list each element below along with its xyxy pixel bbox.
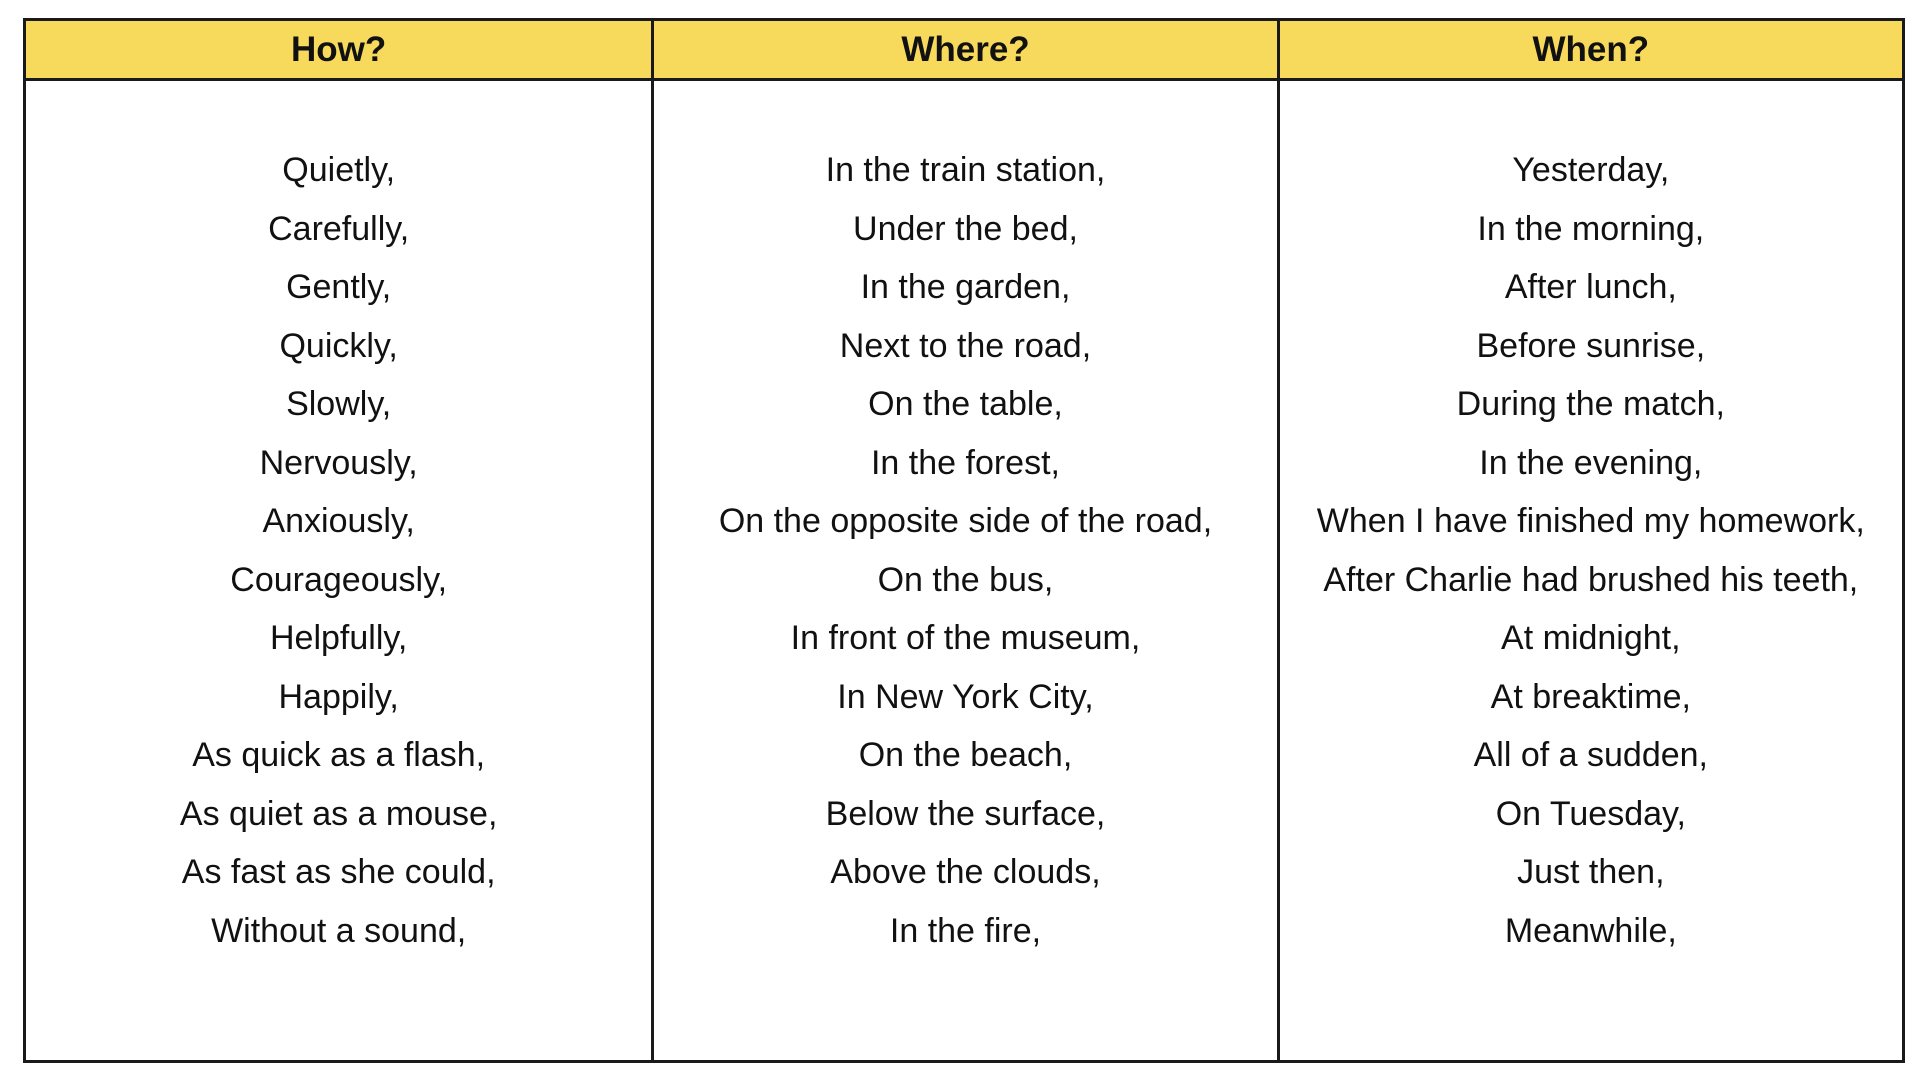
phrase-how: Quickly,: [279, 326, 398, 365]
phrase-when: At breaktime,: [1490, 677, 1691, 716]
phrase-how: Carefully,: [268, 209, 410, 248]
phrase-where: Next to the road,: [839, 326, 1092, 365]
phrase-where: Below the surface,: [825, 794, 1106, 833]
phrase-when: During the match,: [1456, 385, 1725, 423]
phrase-when: In the morning,: [1477, 209, 1705, 248]
phrase-when: In the evening,: [1479, 443, 1703, 482]
phrase-how: Slowly,: [286, 385, 392, 423]
phrase-how: As fast as she could,: [181, 853, 496, 891]
phrase-where: In the garden,: [860, 268, 1071, 306]
phrase-how: Quietly,: [282, 151, 396, 189]
phrase-where: On the beach,: [858, 736, 1073, 774]
phrase-where: In the forest,: [870, 443, 1060, 482]
phrase-when: On Tuesday,: [1495, 794, 1686, 833]
phrase-how: Happily,: [278, 677, 399, 716]
column-header-how: How?: [26, 21, 651, 81]
column-how-list: [26, 81, 651, 1060]
column-where-list: [651, 81, 1276, 1060]
phrase-table: [23, 18, 1905, 1063]
phrase-how: Helpfully,: [270, 619, 408, 657]
column-header-when: When?: [1277, 21, 1902, 81]
phrase-when: All of a sudden,: [1473, 736, 1709, 774]
column-when-list: [1277, 81, 1902, 1060]
phrase-where: Above the clouds,: [830, 853, 1101, 891]
phrase-when: After Charlie had brushed his teeth,: [1323, 560, 1859, 599]
phrase-when: At midnight,: [1501, 619, 1681, 657]
phrase-how: Anxiously,: [262, 502, 415, 540]
phrase-where: Under the bed,: [853, 209, 1078, 248]
phrase-how: Gently,: [286, 268, 392, 306]
phrase-when: Meanwhile,: [1504, 911, 1677, 950]
phrase-where: In New York City,: [837, 677, 1094, 716]
phrase-how: Courageously,: [230, 560, 448, 599]
phrase-when: When I have finished my homework,: [1316, 502, 1865, 540]
phrase-when: After lunch,: [1504, 268, 1677, 306]
phrase-when: Before sunrise,: [1476, 326, 1706, 365]
phrase-where: In the fire,: [889, 911, 1042, 950]
phrase-where: In the train station,: [825, 151, 1106, 189]
phrase-when: Yesterday,: [1512, 151, 1670, 189]
phrase-when: Just then,: [1517, 853, 1665, 891]
phrase-where: On the bus,: [877, 560, 1054, 599]
phrase-where: In front of the museum,: [790, 619, 1141, 657]
phrase-how: Nervously,: [259, 443, 418, 482]
column-header-where: Where?: [651, 21, 1276, 81]
phrase-how: Without a sound,: [211, 911, 467, 950]
phrase-where: On the table,: [868, 385, 1063, 423]
phrase-how: As quick as a flash,: [192, 736, 486, 774]
phrase-where: On the opposite side of the road,: [718, 502, 1213, 540]
phrase-how: As quiet as a mouse,: [179, 794, 498, 833]
